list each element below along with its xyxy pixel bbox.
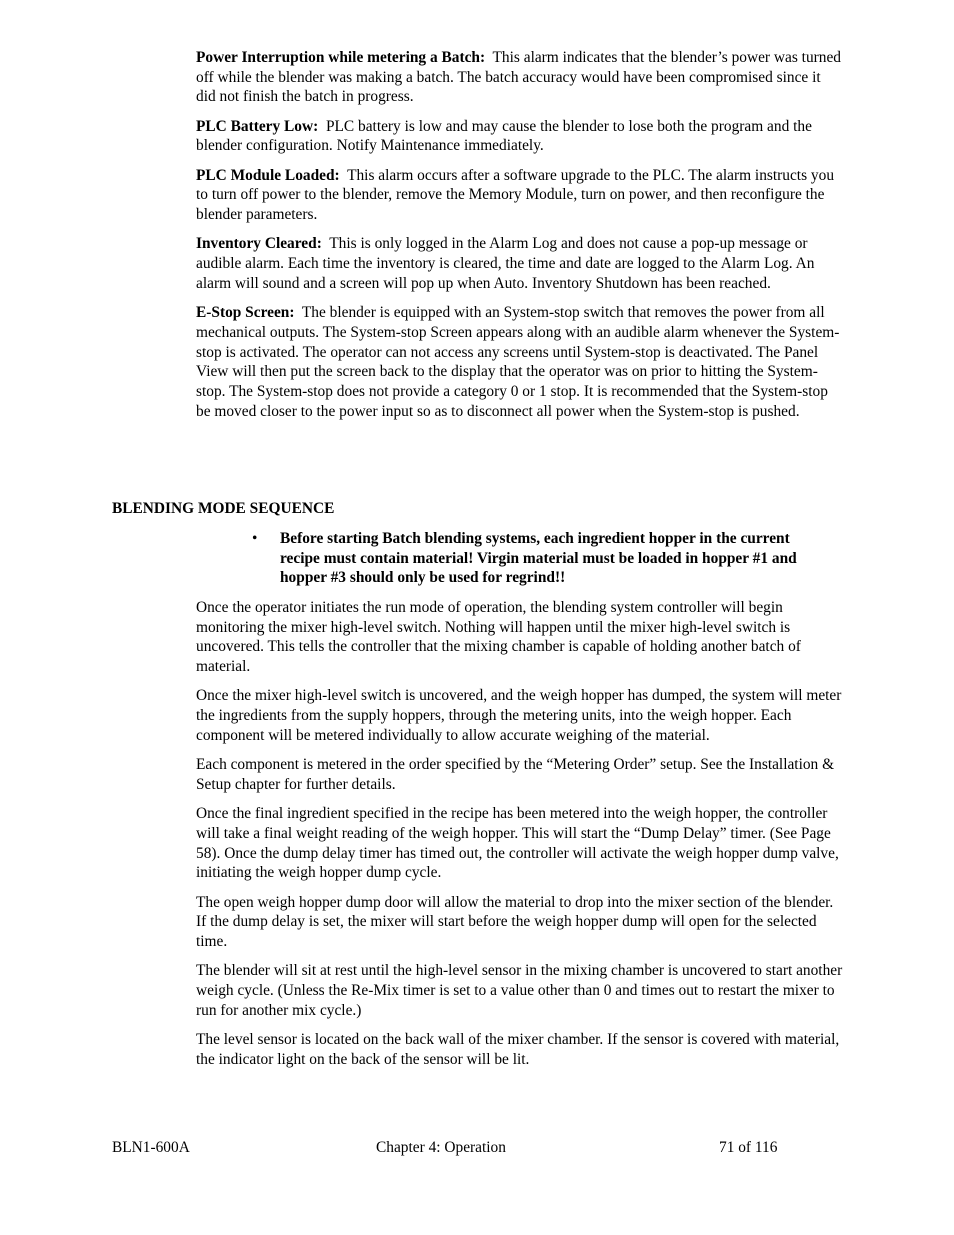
sequence-paragraph: Once the operator initiates the run mode of operation, the blending system controller will begin monitoring the mixer high-level switch. Nothing will happen until the mixer high-level switch is uncovered. This tells the controller that the mixing chamber is capable of holding another batch of material. xyxy=(196,599,801,676)
sequence-paragraphs xyxy=(196,598,844,1079)
alarm-description: This is only logged in the Alarm Log and does not cause a pop-up message or audible alarm. Each time the inventory is cleared, the time and date are logged to the Alarm Log. An alarm will sound and a screen will pop up when Auto. Inventory Shutdown has been reached. xyxy=(196,235,815,292)
sequence-paragraph: Each component is metered in the order specified by the “Metering Order” setup. See the Installation & Setup chapter for further details. xyxy=(196,756,835,793)
alarm-item-plc-module-loaded xyxy=(196,166,844,225)
sequence-paragraph: The blender will sit at rest until the high-level sensor in the mixing chamber is uncovered to start another weigh cycle. (Unless the Re-Mix timer is set to a value other than 0 and times out to restart the mixer to run for another mix cycle.) xyxy=(196,962,843,1019)
alarm-term: Power Interruption while metering a Batch: xyxy=(196,49,486,66)
section-heading: BLENDING MODE SEQUENCE xyxy=(112,500,335,517)
alarm-term: PLC Module Loaded: xyxy=(196,166,340,184)
alarm-item-power-interruption xyxy=(196,48,844,107)
footer-page-number: 71 of 116 xyxy=(719,1139,778,1156)
alarm-descriptions xyxy=(196,48,844,431)
alarm-item-inventory-cleared xyxy=(196,234,844,293)
alarm-description: PLC battery is low and may cause the blender to lose both the program and the blender configuration. Notify Maintenance immediately. xyxy=(196,117,812,155)
alarm-item-plc-battery-low xyxy=(196,117,844,156)
warning-bullet xyxy=(252,529,832,588)
alarm-term: E-Stop Screen: xyxy=(196,304,295,322)
alarm-description: The blender is equipped with an System-stop switch that removes the power from all mechanical outputs. The System-stop Screen appears along with an audible alarm whenever the System-stop is activated. The operator can not access any screens until System-stop is deactivated. The Panel View will then put the screen back to the display that the operator was on prior to hitting the System-stop. The System-stop does not provide a category 0 or 1 stop. It is recommended that the System-stop be moved closer to the power input so as to disconnect all power when the System-stop is pushed. xyxy=(196,304,840,420)
footer-doc-id: BLN1-600A xyxy=(112,1139,190,1156)
footer-chapter: Chapter 4: Operation xyxy=(376,1139,506,1156)
sequence-paragraph: The level sensor is located on the back wall of the mixer chamber. If the sensor is covered with material, the indicator light on the back of the sensor will be lit. xyxy=(196,1030,840,1068)
sequence-paragraph: Once the final ingredient specified in the recipe has been metered into the weigh hopper, the controller will take a final weight reading of the weigh hopper. This will start the “Dump Delay” timer. (See Page 58). Once the dump delay timer has timed out, the controller will activate the weigh hopper dump valve, initiating the weigh hopper dump cycle. xyxy=(196,805,839,882)
alarm-term: Inventory Cleared: xyxy=(196,235,322,253)
bullet-marker: • xyxy=(252,530,258,547)
alarm-term: PLC Battery Low: xyxy=(196,117,319,135)
alarm-description: This alarm occurs after a software upgrade to the PLC. The alarm instructs you to turn off power to the blender, remove the Memory Module, turn on power, and then reconfigure the blender parameters. xyxy=(196,166,835,224)
alarm-item-e-stop-screen xyxy=(196,303,844,421)
warning-bullet-text: Before starting Batch blending systems, each ingredient hopper in the current recipe must contain material! Virgin material must be loaded in hopper #1 and hopper #3 should only be used for regrind!! xyxy=(280,530,797,587)
sequence-paragraph: The open weigh hopper dump door will allow the material to drop into the mixer section of the blender. If the dump delay is set, the mixer will start before the weigh hopper dump will open for the selected time. xyxy=(196,893,834,950)
sequence-paragraph: Once the mixer high-level switch is uncovered, and the weigh hopper has dumped, the system will meter the ingredients from the supply hoppers, through the metering units, into the weigh hopper. Each component will be metered individually to allow accurate weighing of the material. xyxy=(196,687,842,744)
alarm-description: This alarm indicates that the blender’s power was turned off while the blender was making a batch. The batch accuracy would have been compromised since it did not finish the batch in progress. xyxy=(196,49,841,106)
